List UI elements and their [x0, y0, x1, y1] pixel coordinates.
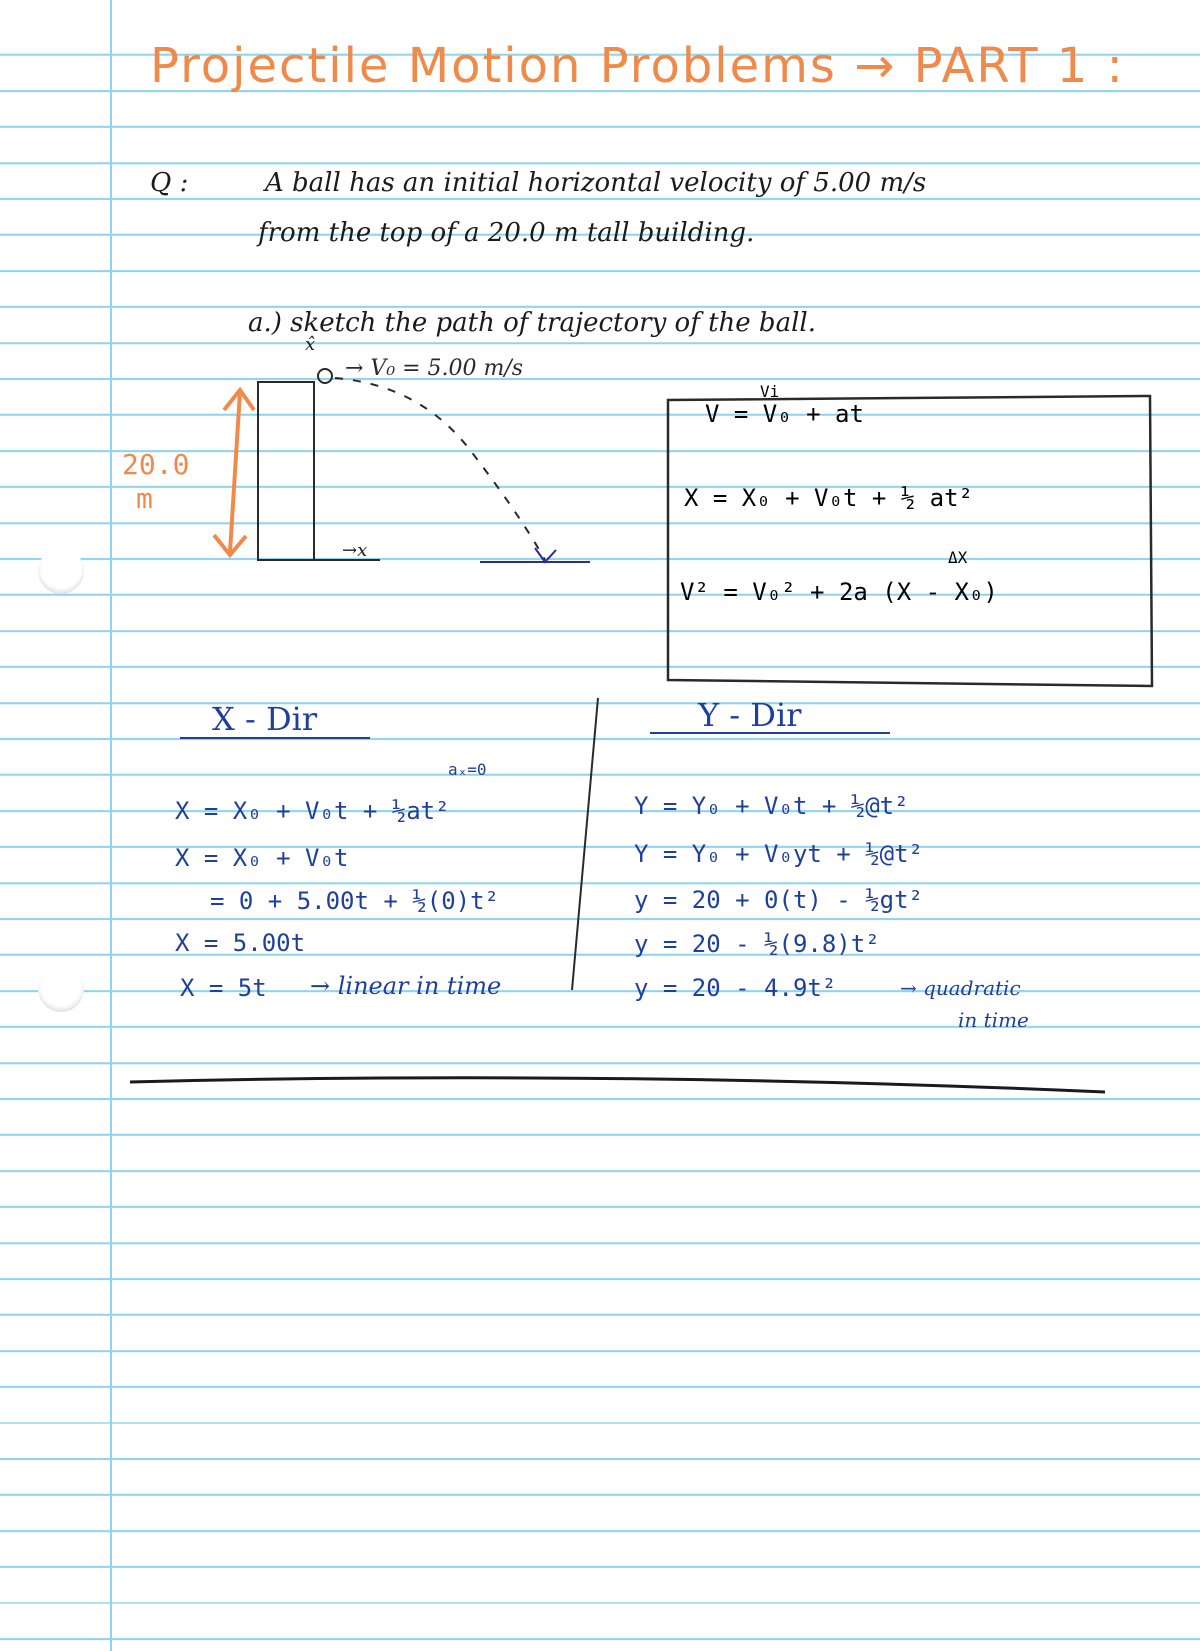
equations-box-border — [668, 396, 1152, 686]
axis-y-mark: x̂ — [305, 334, 316, 355]
vi-note: Vi — [760, 382, 780, 401]
y-dir-result-note-2: in time — [958, 1008, 1029, 1032]
y-dir-line-1: Y = Y₀ + V₀t + ½@t² — [634, 792, 909, 820]
height-unit-label: m — [136, 482, 153, 515]
x-dir-heading: X - Dir — [212, 700, 318, 738]
height-label: 20.0 — [122, 448, 190, 481]
y-dir-line-3: y = 20 + 0(t) - ½gt² — [634, 886, 923, 914]
dx-note: ΔX — [948, 548, 968, 567]
kinematic-equation-1: V = V₀ + at — [705, 400, 864, 428]
question-line-2: from the top of a 20.0 m tall building. — [258, 218, 755, 248]
page-title: Projectile Motion Problems → PART 1 : — [150, 38, 1125, 94]
landing-arrow — [535, 548, 556, 562]
x-dir-line-4: X = 5.00t — [175, 929, 306, 957]
y-dir-heading: Y - Dir — [698, 696, 802, 734]
x-dir-line-2: X = X₀ + V₀t — [175, 844, 349, 872]
x-dir-line-5: X = 5t — [180, 974, 267, 1002]
kinematic-equation-2: X = X₀ + V₀t + ½ at² — [684, 484, 973, 512]
initial-velocity-label: → V₀ = 5.00 m/s — [345, 356, 524, 381]
y-dir-line-5: y = 20 - 4.9t² — [634, 974, 837, 1002]
y-dir-line-4: y = 20 - ½(9.8)t² — [634, 930, 880, 958]
section-separator — [130, 1078, 1105, 1092]
y-dir-result-note-1: → quadratic — [900, 976, 1021, 1000]
trajectory-path — [335, 378, 545, 560]
height-arrow — [230, 392, 240, 552]
ax-zero-note: aₓ=0 — [448, 760, 487, 779]
x-dir-line-1: X = X₀ + V₀t + ½at² — [175, 797, 450, 825]
ball-sketch — [318, 369, 332, 383]
kinematic-equation-3: V² = V₀² + 2a (X - X₀) — [680, 578, 998, 606]
question-label: Q : — [150, 168, 189, 198]
building-sketch — [258, 382, 314, 560]
x-dir-line-3: = 0 + 5.00t + ½(0)t² — [210, 887, 499, 915]
column-divider — [572, 698, 598, 990]
question-line-1: A ball has an initial horizontal velocity of 5.00 m/s — [265, 168, 927, 198]
part-a-prompt: a.) sketch the path of trajectory of the ball. — [248, 308, 816, 338]
y-dir-line-2: Y = Y₀ + V₀yt + ½@t² — [634, 840, 923, 868]
x-axis-label: →x — [342, 540, 368, 561]
x-dir-result-note: → linear in time — [310, 972, 502, 1000]
